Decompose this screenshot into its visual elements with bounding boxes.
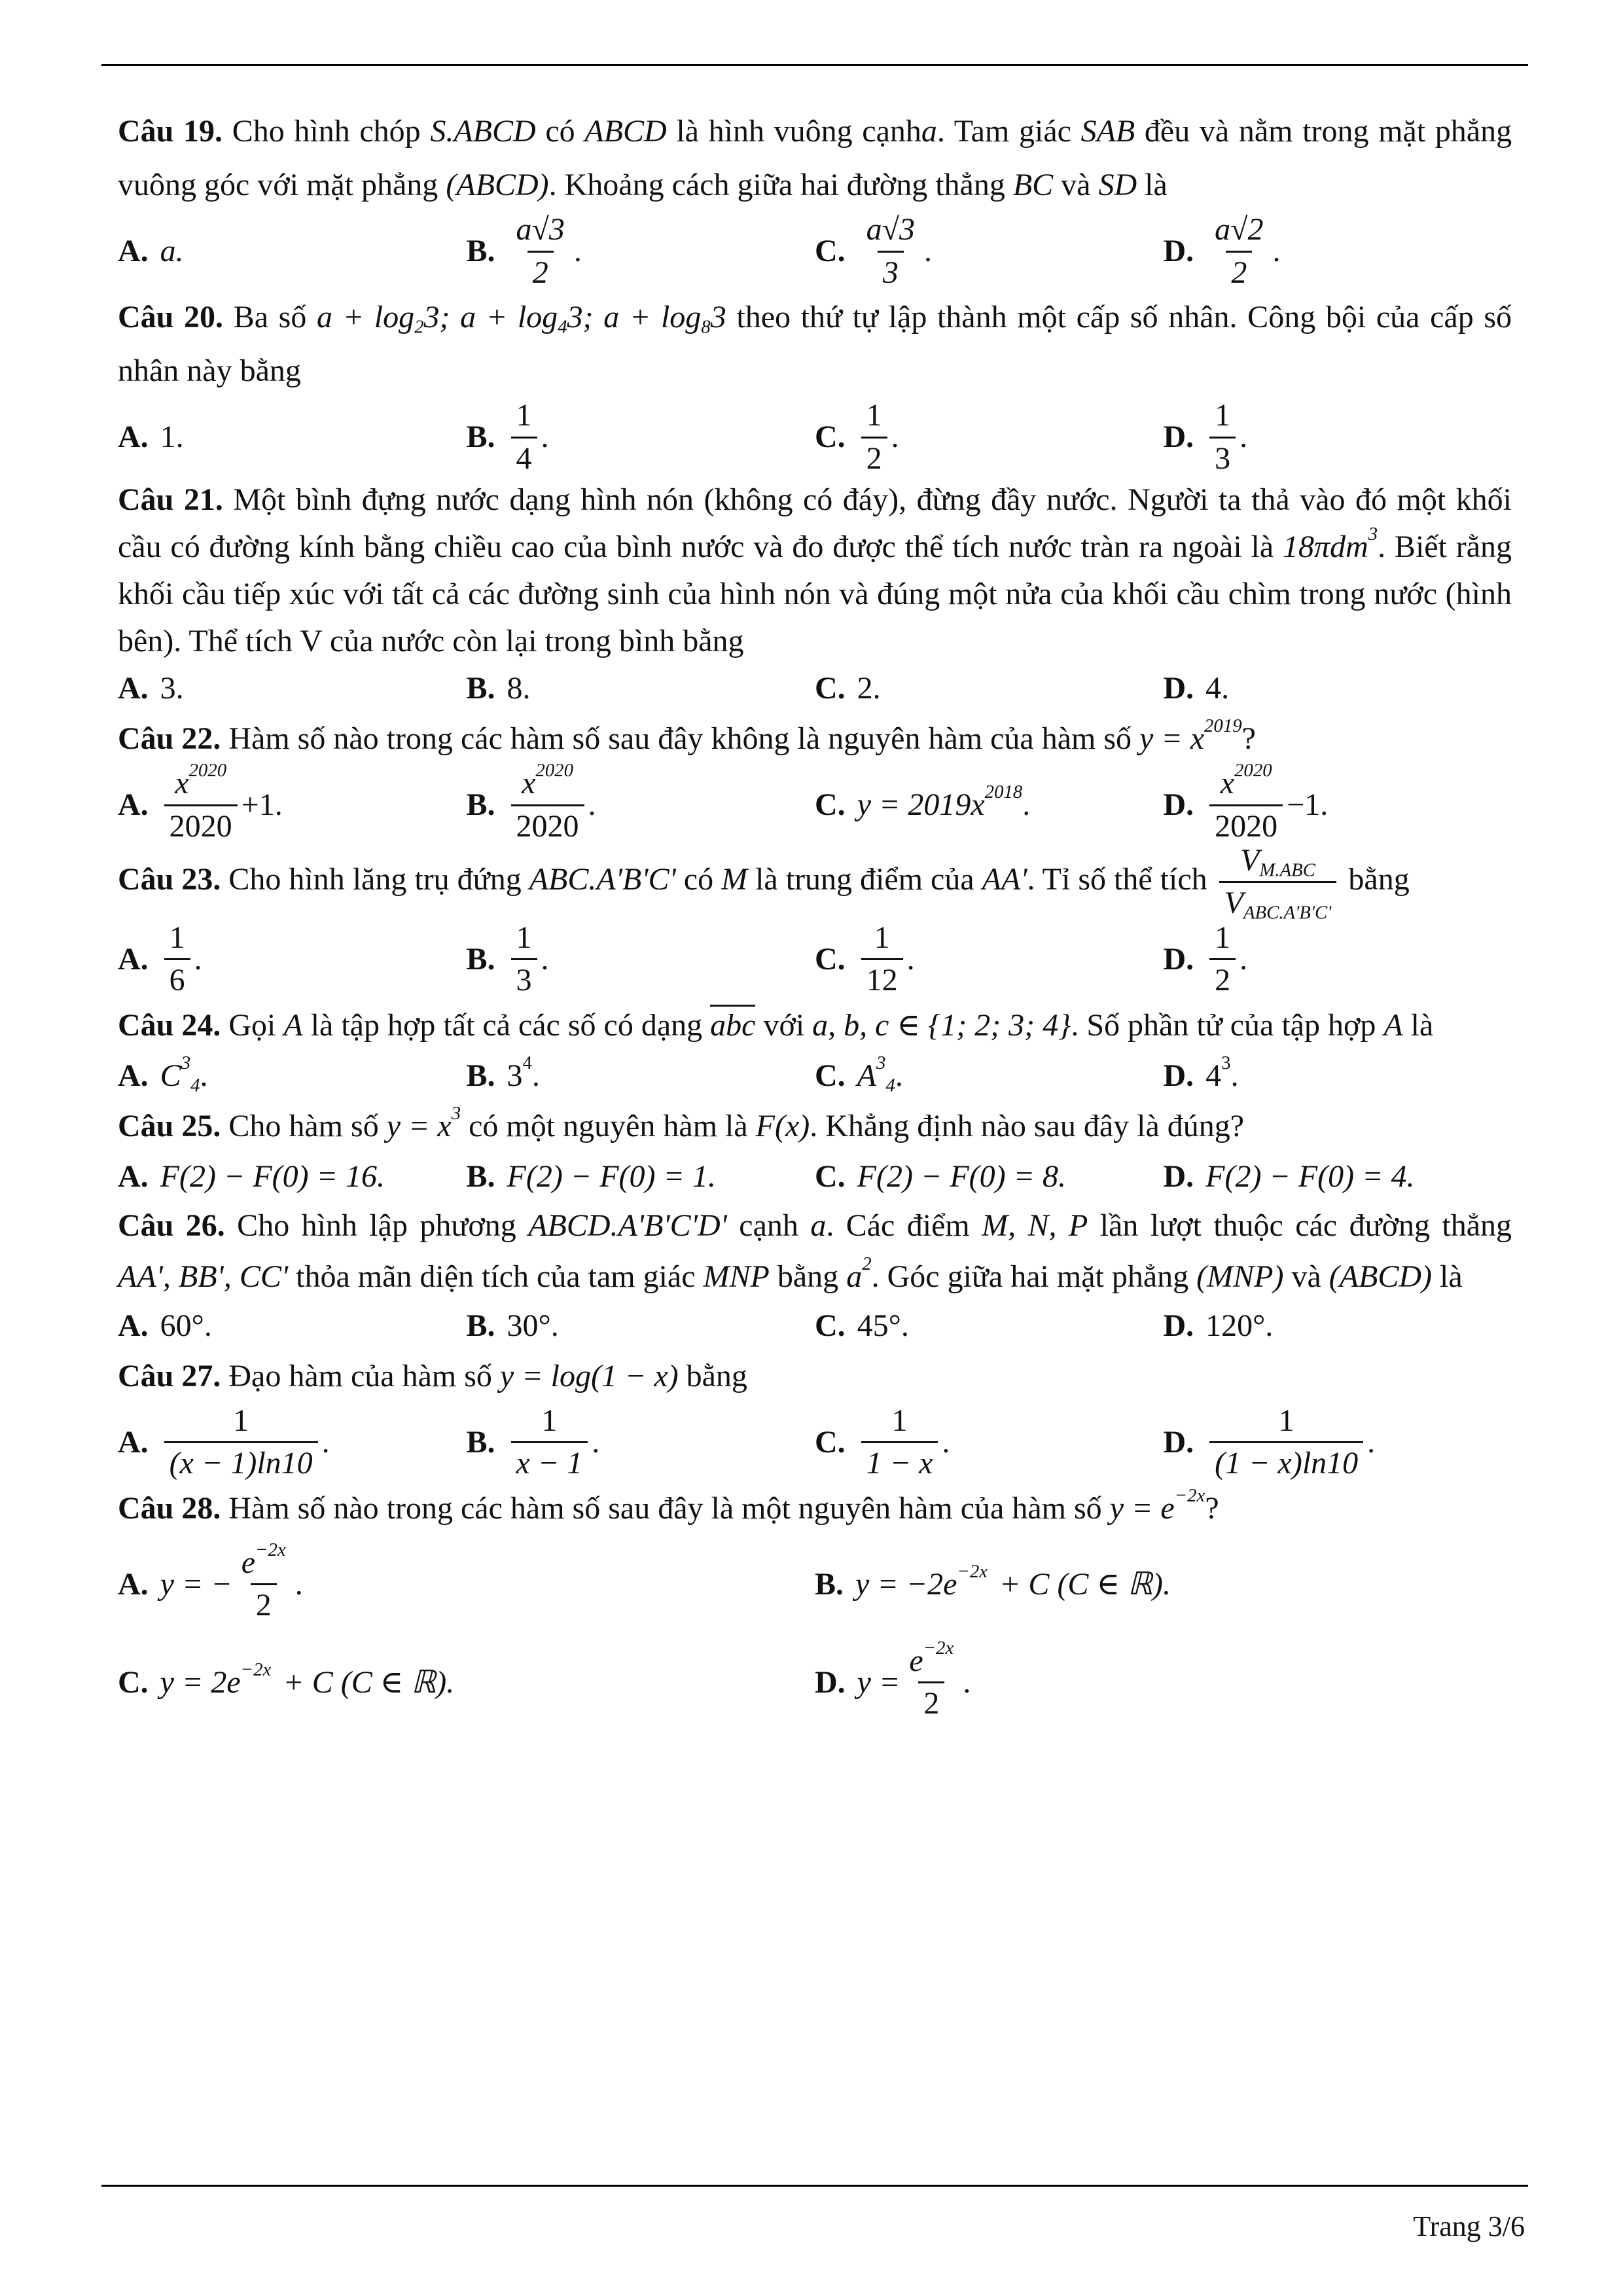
question-stem: Câu 26. Cho hình lập phương ABCD.A'B'C'D' cạnh a. Các điểm M, N, P lần lượt thuộc các đường thẳng AA', BB', CC' thỏa mãn diện tích của tam giác MNP bằng $a^2$. Góc giữa hai mặt phẳng (MNP) và (ABCD) là (118, 1208, 1512, 1294)
exam-page (118, 105, 1512, 1732)
fraction: $\frac{1}{4}$ (511, 399, 537, 475)
answer-options (118, 665, 1512, 712)
option-a[interactable]: A. F(2) − F(0) = 16. (118, 1158, 385, 1194)
fraction: $\frac{1}{2}$ (861, 399, 887, 475)
option-b[interactable]: B. 30°. (466, 1308, 559, 1343)
answer-options (118, 1302, 1512, 1350)
fraction: $\frac{x^{2020}}{2020}$ (1209, 767, 1283, 843)
option-a[interactable]: A. $\frac{1}{(x - 1)\ln 10}$ . (118, 1403, 330, 1481)
answer-options (118, 920, 1512, 999)
question-number: Câu 27. (118, 1358, 221, 1393)
option-a[interactable]: A. $\frac{1}{6}$ . (118, 920, 202, 998)
option-b[interactable]: B. 8. (466, 671, 531, 706)
option-a[interactable]: A. a. (118, 234, 184, 269)
question-stem: Câu 21. Một bình đựng nước dạng hình nón (không có đáy), đừng đầy nước. Người ta thả vào đó một khối cầu có đường kính bằng chiều cao của bình nước và đo được thể tích nước tràn ra ngoài là 18πdm$^3$. Biết rằng khối cầu tiếp xúc với tất cả các đường sinh của hình nón và đúng một nửa của khối cầu chìm trong nước (hình bên). Thể tích V của nước còn lại trong bình bằng (118, 482, 1512, 658)
fraction: $\frac{1}{x - 1}$ (511, 1405, 588, 1480)
question-stem: Câu 19. Cho hình chóp S.ABCD có ABCD là hình vuông cạnha. Tam giác SAB đều và nằm trong mặt phẳng vuông góc với mặt phẳng (ABCD). Khoảng cách giữa hai đường thẳng BC và SD là (118, 114, 1512, 202)
fraction: $\frac{1}{3}$ (511, 922, 537, 997)
answer-options (118, 1052, 1512, 1100)
option-b[interactable]: B. $\frac{x^{2020}}{2020}$ . (466, 760, 596, 844)
option-d[interactable]: D. 120°. (1163, 1308, 1274, 1343)
question-number: Câu 19. (118, 114, 223, 149)
option-d[interactable]: D. 4. (1163, 671, 1230, 706)
fraction: $\frac{a√3}{2}$ (516, 212, 565, 290)
option-a[interactable]: A. $\frac{x^{2020}}{2020}$ +1. (118, 760, 283, 844)
option-b[interactable]: B. $\frac{1}{x - 1}$ . (466, 1403, 600, 1481)
option-b[interactable]: B. $y = -2e^{-2x} + C$ (C ∈ ℝ). (815, 1561, 1171, 1602)
fraction: $\frac{e^{-2x}}{2}$ (241, 1539, 286, 1623)
question-22 (118, 712, 1512, 844)
option-d[interactable]: D. F(2) − F(0) = 4. (1163, 1158, 1415, 1194)
question-21 (118, 476, 1512, 712)
option-c[interactable]: C. $\frac{1}{12}$ . (815, 920, 915, 998)
option-c[interactable]: C. $y = 2019x^{2018}$ . (815, 781, 1031, 823)
fraction: $\frac{x^{2020}}{2020}$ (511, 767, 584, 843)
question-stem: Câu 27. Đạo hàm của hàm số y = log(1 − x) bằng (118, 1358, 747, 1393)
option-d[interactable]: D. $\frac{1}{2}$ . (1163, 920, 1248, 998)
question-number: Câu 21. (118, 482, 223, 517)
option-c[interactable]: C. 45°. (815, 1308, 909, 1343)
question-number: Câu 20. (118, 300, 224, 334)
question-26 (118, 1200, 1512, 1350)
option-a[interactable]: A. 1. (118, 420, 184, 455)
question-stem: Câu 22. Hàm số nào trong các hàm số sau đây không là nguyên hàm của hàm số $y = x^{2019}$? (118, 715, 1256, 756)
option-b[interactable]: B. $\frac{1}{3}$ . (466, 920, 549, 998)
option-c[interactable]: C. F(2) − F(0) = 8. (815, 1158, 1067, 1194)
fraction: $\frac{1}{(1 - x)\ln 10}$ (1209, 1405, 1363, 1480)
option-d[interactable]: D. $\frac{1}{3}$ . (1163, 398, 1248, 476)
question-number: Câu 24. (118, 1007, 221, 1043)
question-stem: Câu 24. Gọi A là tập hợp tất cả các số có dạng abc với a, b, c ∈ {1; 2; 3; 4}. Số phần tử của tập hợp A là (118, 999, 1512, 1052)
answer-options (118, 1535, 1512, 1732)
option-c[interactable]: C. $\frac{a√3}{3}$ . (815, 212, 933, 290)
option-c[interactable]: C. $y = 2e^{-2x} + C$ (C ∈ ℝ). (118, 1659, 455, 1700)
option-a[interactable]: A. $C^3_4$ . (118, 1052, 208, 1096)
option-b[interactable]: B. F(2) − F(0) = 1. (466, 1158, 716, 1194)
question-stem: Câu 28. Hàm số nào trong các hàm số sau đây là một nguyên hàm của hàm số $y = e^{-2x}$? (118, 1484, 1219, 1526)
volume-ratio: $\frac{V_{M.ABC}}{V_{ABC.A'B'C'}}$ (1219, 844, 1337, 920)
option-d[interactable]: D. $\frac{x^{2020}}{2020}$ −1. (1163, 760, 1329, 844)
question-stem: Câu 25. Cho hàm số $y = x^3$ có một nguyên hàm là F(x). Khẳng định nào sau đây là đúng? (118, 1102, 1245, 1143)
question-stem: Câu 23. Cho hình lăng trụ đứng ABC.A'B'C' có M là trung điểm của AA'. Tỉ số thể tích $\frac{V_{M.ABC}}{V_{ABC.A'B'C'}}$ bằng (118, 843, 1410, 924)
question-25 (118, 1100, 1512, 1200)
fraction: $\frac{1}{(x - 1)\ln 10}$ (164, 1405, 318, 1480)
fraction: $\frac{1}{6}$ (164, 922, 190, 997)
option-c[interactable]: C. $\frac{1}{1 - x}$ . (815, 1403, 950, 1481)
fraction: $\frac{1}{1 - x}$ (861, 1405, 938, 1480)
question-20 (118, 291, 1512, 476)
question-23 (118, 844, 1512, 999)
fraction: $\frac{1}{2}$ (1209, 922, 1236, 997)
option-c[interactable]: C. 2. (815, 671, 881, 706)
fraction: $\frac{1}{12}$ (861, 922, 903, 997)
fraction: $\frac{x^{2020}}{2020}$ (164, 767, 238, 843)
question-number: Câu 26. (118, 1208, 225, 1243)
answer-options (118, 1153, 1512, 1200)
question-19 (118, 105, 1512, 291)
footer-rule (101, 2185, 1528, 2187)
fraction: $\frac{1}{3}$ (1209, 399, 1236, 475)
question-28 (118, 1482, 1512, 1732)
fraction: $\frac{e^{-2x}}{2}$ (909, 1637, 954, 1721)
option-a[interactable]: A. 60°. (118, 1308, 212, 1343)
option-b[interactable]: B. $3^4$ . (466, 1052, 540, 1093)
question-stem: Câu 20. Ba số $a + \log_23$; $a + \log_43$; $a + \log_83$ theo thứ tự lập thành một cấp số nhân. Công bội của cấp số nhân này bằng (118, 300, 1512, 388)
question-number: Câu 25. (118, 1108, 221, 1143)
option-a[interactable]: A. 3. (118, 671, 184, 706)
option-d[interactable]: D. y = $\frac{e^{-2x}}{2}$ . (815, 1637, 971, 1721)
question-number: Câu 22. (118, 721, 221, 756)
option-c[interactable]: C. $A^3_4$ . (815, 1052, 903, 1096)
question-number: Câu 23. (118, 861, 221, 897)
option-d[interactable]: D. $\frac{a√2}{2}$ . (1163, 212, 1281, 290)
option-c[interactable]: C. $\frac{1}{2}$ . (815, 398, 899, 476)
option-a[interactable]: A. y = − $\frac{e^{-2x}}{2}$ . (118, 1539, 303, 1623)
option-d[interactable]: D. $\frac{1}{(1 - x)\ln 10}$ . (1163, 1403, 1376, 1481)
fraction: $\frac{a√2}{2}$ (1215, 212, 1264, 290)
answer-options (118, 1403, 1512, 1482)
option-b[interactable]: B. $\frac{a√3}{2}$ . (466, 212, 582, 290)
answer-options (118, 760, 1512, 844)
question-27 (118, 1350, 1512, 1482)
question-number: Câu 28. (118, 1490, 221, 1526)
page-number: Trang 3/6 (1413, 2210, 1525, 2242)
header-rule (101, 64, 1528, 66)
option-d[interactable]: D. $4^3$ . (1163, 1052, 1239, 1093)
option-b[interactable]: B. $\frac{1}{4}$ . (466, 398, 549, 476)
question-24 (118, 999, 1512, 1100)
fraction: $\frac{a√3}{3}$ (866, 212, 916, 290)
answer-options (118, 212, 1512, 291)
answer-options (118, 398, 1512, 476)
